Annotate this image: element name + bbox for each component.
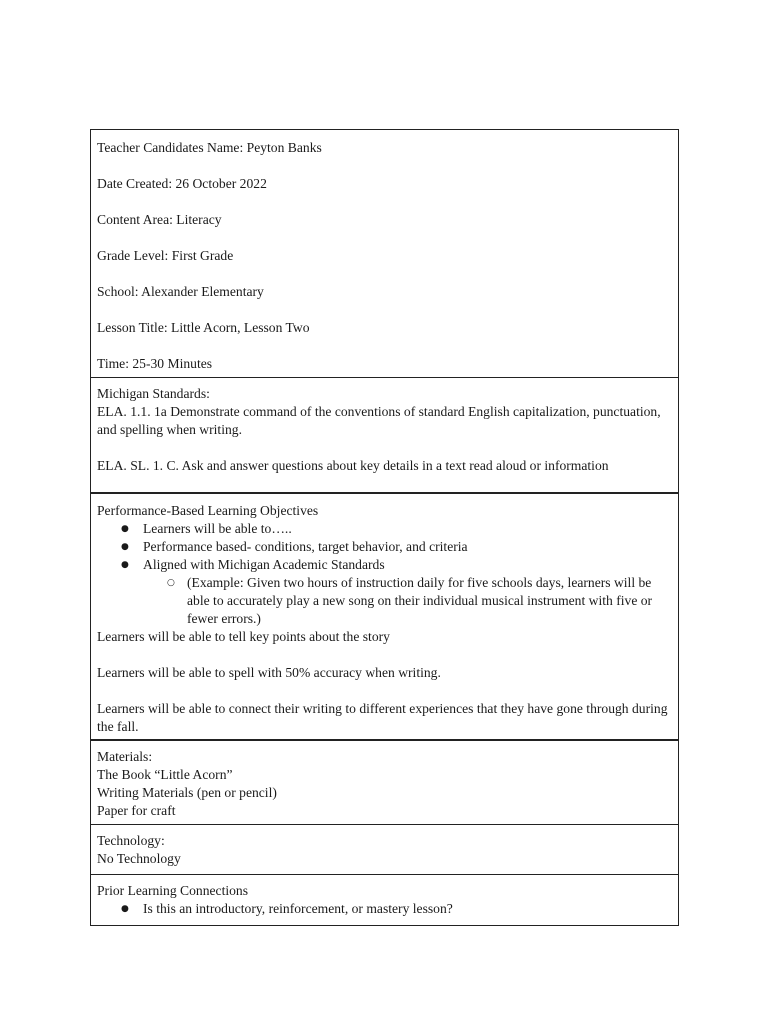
bullet-item: ● Learners will be able to….. <box>97 520 672 538</box>
prior-learning-cell <box>91 874 678 925</box>
materials-cell <box>91 739 678 824</box>
school-name: School: Alexander Elementary <box>97 284 264 299</box>
materials-heading: Materials: <box>97 749 153 764</box>
standards-heading: Michigan Standards: <box>97 386 210 401</box>
lesson-title: Lesson Title: Little Acorn, Lesson Two <box>97 320 310 335</box>
teacher-name: Teacher Candidates Name: Peyton Banks <box>97 140 322 155</box>
lesson-time: Time: 25-30 Minutes <box>97 356 213 371</box>
technology-value: No Technology <box>97 851 181 866</box>
standard-item: ELA. 1.1. 1a Demonstrate command of the conventions of standard English capitalization, punctuation, and spelling when writing. <box>97 404 661 437</box>
date-created: Date Created: 26 October 2022 <box>97 176 267 191</box>
technology-cell <box>91 824 678 874</box>
standards-cell <box>91 377 678 492</box>
objectives-heading: Performance-Based Learning Objectives <box>97 503 319 518</box>
prior-learning-bullet-list <box>97 900 672 918</box>
bullet-item: ● Aligned with Michigan Academic Standards <box>97 556 672 574</box>
material-item: Writing Materials (pen or pencil) <box>97 785 277 800</box>
objectives-bullet-list <box>97 520 672 574</box>
objective-statement: Learners will be able to connect their writing to different experiences that they have gone through during the fall. <box>97 701 668 734</box>
objectives-sub-bullet-list <box>97 574 672 628</box>
objective-statement: Learners will be able to spell with 50% accuracy when writing. <box>97 665 441 680</box>
bullet-item: ● Performance based- conditions, target behavior, and criteria <box>97 538 672 556</box>
grade-level: Grade Level: First Grade <box>97 248 234 263</box>
material-item: The Book “Little Acorn” <box>97 767 233 782</box>
bullet-item: ● Is this an introductory, reinforcement, or mastery lesson? <box>97 900 672 918</box>
lesson-info-cell <box>91 130 678 377</box>
material-item: Paper for craft <box>97 803 176 818</box>
technology-heading: Technology: <box>97 833 165 848</box>
standard-item: ELA. SL. 1. C. Ask and answer questions about key details in a text read aloud or information <box>97 458 609 473</box>
objective-statement: Learners will be able to tell key points about the story <box>97 629 390 644</box>
lesson-plan-table <box>90 129 679 926</box>
prior-learning-heading: Prior Learning Connections <box>97 883 249 898</box>
objectives-cell <box>91 492 678 739</box>
sub-bullet-item: ○ (Example: Given two hours of instruction daily for five schools days, learners will be able to accurately play a new song on their individual musical instrument with five or fewer errors.) <box>97 574 672 628</box>
content-area: Content Area: Literacy <box>97 212 222 227</box>
